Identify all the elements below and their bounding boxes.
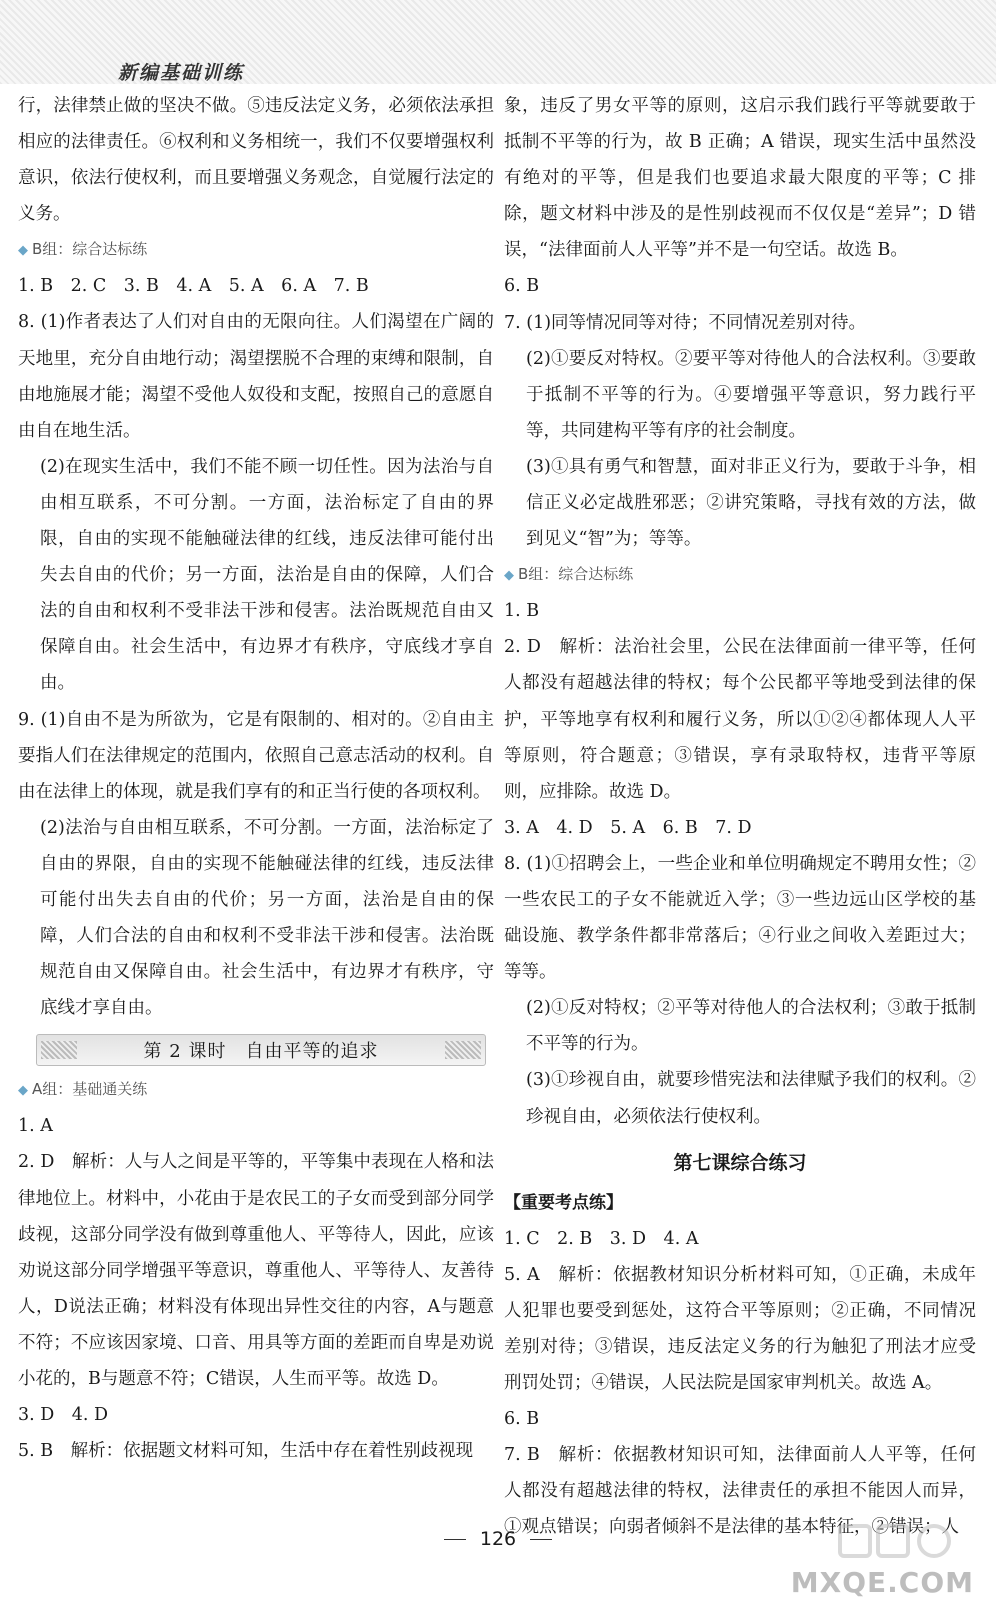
answer-paragraph: 8. (1)①招聘会上，一些企业和单位明确规定不聘用女性；②一些农民工的子女不能就近入学；③一些边远山区学校的基础设施、教学条件都非常落后；④行业之间收入差距过大；等等。 [504, 853, 976, 983]
answer-line: 7. (1)同等情况同等对待；不同情况差别对待。 [504, 312, 867, 333]
answer-paragraph: (3)①具有勇气和智慧，面对非正义行为，要敢于斗争，相信正义必定战胜邪恶；②讲究策略，寻找有效的方法，做到见义“智”为；等等。 [526, 456, 976, 550]
diamond-icon: ◆ [18, 243, 28, 259]
divider [444, 1539, 466, 1540]
answer-line: 3. D 4. D [18, 1405, 109, 1426]
answer-paragraph: 5. B 解析：依据题文材料可知，生活中存在着性别歧视现 [18, 1441, 474, 1462]
group-heading: ◆ B组：综合达标练 [18, 240, 148, 259]
answer-paragraph: 象，违反了男女平等的原则，这启示我们践行平等就要敢于抵制不平等的行为，故 B 正确；A 错误，现实生活中虽然没有绝对的平等，但是我们也要追求最大限度的平等；C 排除，题文材料中涉及的是性别歧视而不仅仅是“差异”；D 错误，“法律面前人人平等”并不是一句空话。故选 B。 [504, 96, 976, 261]
group-heading: ◆ A组：基础通关练 [18, 1080, 148, 1099]
answer-paragraph: 7. B 解析：依据教材知识可知，法律面前人人平等，任何人都没有超越法律的特权，法律责任的承担不能因人而异，①观点错误；向弱者倾斜不是法律的基本特征，②错误；人 [504, 1445, 976, 1538]
subsection-heading: 【重要考点练】 [504, 1192, 623, 1213]
diamond-icon: ◆ [18, 1083, 28, 1099]
diamond-icon: ◆ [504, 568, 514, 584]
answer-line: 6. B [504, 276, 540, 297]
lesson-banner: 第 2 课时 自由平等的追求 [36, 1034, 486, 1066]
right-column [504, 88, 976, 1545]
answer-paragraph: 2. D 解析：人与人之间是平等的，平等集中表现在人格和法律地位上。材料中，小花由于是农民工的子女而受到部分同学歧视，这部分同学没有做到尊重他人、平等待人，因此，应该劝说这部分同学增强平等意识，尊重他人、平等待人、友善待人，D说法正确；材料没有体现出异性交往的内容，A与题意不符；不应该因家境、口音、用具等方面的差距而自卑是劝说小花的，B与题意不符；C错误，人生而平等。故选 D。 [18, 1152, 494, 1389]
answer-paragraph: (2)①反对特权；②平等对待他人的合法权利；③敢于抵制不平等的行为。 [526, 998, 976, 1055]
answer-line: 1. B 2. C 3. B 4. A 5. A 6. A 7. B [18, 276, 369, 297]
answer-line: 3. A 4. D 5. A 6. B 7. D [504, 817, 752, 838]
answer-line: 1. B [504, 601, 540, 622]
answer-paragraph: 8. (1)作者表达了人们对自由的无限向往。人们渴望在广阔的天地里，充分自由地行动；渴望摆脱不合理的束缚和限制，自由地施展才能；渴望不受他人奴役和支配，按照自己的意愿自由自在地生活。 [18, 312, 494, 441]
answer-paragraph: 9. (1)自由不是为所欲为，它是有限制的、相对的。②自由主要指人们在法律规定的范围内，依照自己意志活动的权利。自由在法律上的体现，就是我们享有的和正当行使的各项权利。 [18, 709, 494, 802]
answer-paragraph: 5. A 解析：依据教材知识分析材料可知，①正确，未成年人犯罪也要受到惩处，这符合平等原则；②正确，不同情况差别对待；③错误，违反法定义务的行为触犯了刑法才应受刑罚处罚；④错误，人民法院是国家审判机关。故选 A。 [504, 1264, 976, 1393]
group-heading: ◆ B组：综合达标练 [504, 565, 634, 584]
answer-line: 1. A [18, 1116, 53, 1137]
answer-paragraph: (2)①要反对特权。②要平等对待他人的合法权利。③要敢于抵制不平等的行为。④要增强平等意识，努力践行平等，共同建构平等有序的社会制度。 [526, 348, 976, 441]
watermark-text: MXQE.COM [790, 1566, 974, 1599]
page-number: 126 [479, 1528, 517, 1550]
answer-line: 6. B [504, 1409, 540, 1430]
answer-paragraph: (3)①珍视自由，就要珍惜宪法和法律赋予我们的权利。②珍视自由，必须依法行使权利。 [526, 1070, 976, 1127]
divider [530, 1539, 552, 1540]
left-column [18, 88, 494, 1469]
answer-paragraph: (2)法治与自由相互联系，不可分割。一方面，法治标定了自由的界限，自由的实现不能触碰法律的红线，违反法律可能付出失去自由的代价；另一方面，法治是自由的保障，人们合法的自由和权利不受非法干涉和侵害。法治既规范自由又保障自由。社会生活中，有边界才有秩序，守底线才享自由。 [40, 817, 494, 1019]
section-title: 第七课综合练习 [673, 1151, 807, 1174]
paragraph: 行，法律禁止做的坚决不做。⑤违反法定义务，必须依法承担相应的法律责任。⑥权利和义务相统一，我们不仅要增强权利意识，依法行使权利，而且要增强义务观念，自觉履行法定的义务。 [18, 96, 494, 225]
answer-line: 1. C 2. B 3. D 4. A [504, 1228, 699, 1249]
answer-paragraph: (2)在现实生活中，我们不能不顾一切任性。因为法治与自由相互联系，不可分割。一方面，法治标定了自由的界限，自由的实现不能触碰法律的红线，违反法律可能付出失去自由的代价；另一方面，法治是自由的保障，人们合法的自由和权利不受非法干涉和侵害。法治既规范自由又保障自由。社会生活中，有边界才有秩序，守底线才享自由。 [40, 456, 494, 694]
answer-paragraph: 2. D 解析：法治社会里，公民在法律面前一律平等，任何人都没有超越法律的特权；每个公民都平等地受到法律的保护，平等地享有权利和履行义务，所以①②④都体现人人平等原则，符合题意；③错误，享有录取特权，违背平等原则，应排除。故选 D。 [504, 637, 976, 802]
book-series-title: 新编基础训练 [118, 62, 245, 84]
page-header [0, 0, 996, 84]
